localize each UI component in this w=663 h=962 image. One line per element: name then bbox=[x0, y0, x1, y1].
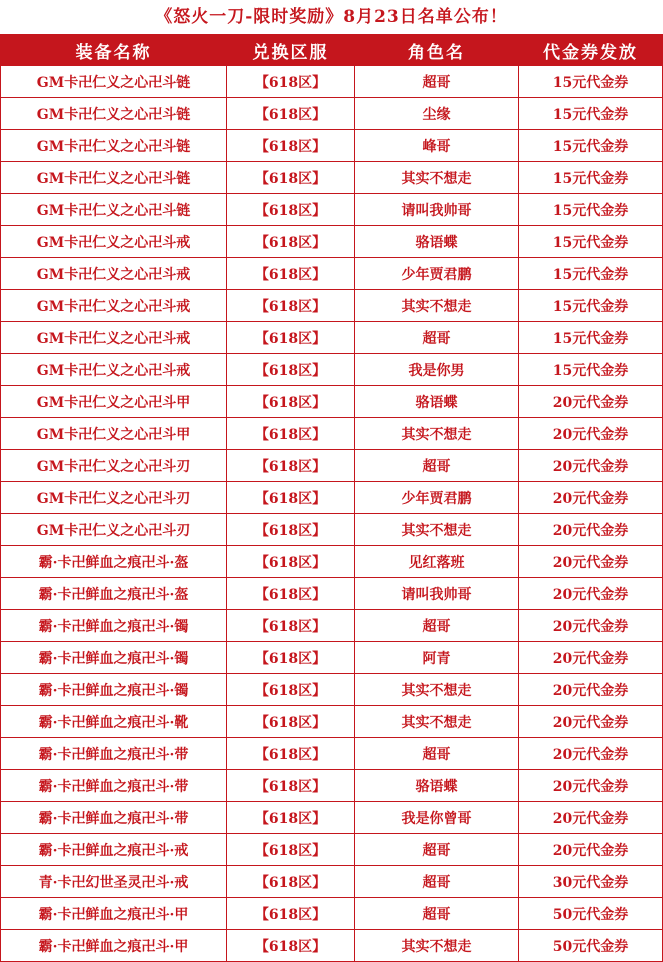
server-cell: 【618区】 bbox=[227, 450, 355, 482]
table-row bbox=[1, 322, 663, 354]
character-name-cell: 骆语蝶 bbox=[355, 226, 519, 258]
equipment-name-cell: GM卡卍仁义之心卍斗链 bbox=[1, 194, 227, 226]
character-name-cell: 其实不想走 bbox=[355, 514, 519, 546]
character-name-cell: 请叫我帅哥 bbox=[355, 578, 519, 610]
server-cell: 【618区】 bbox=[227, 162, 355, 194]
table-row bbox=[1, 386, 663, 418]
table-row bbox=[1, 674, 663, 706]
server-cell: 【618区】 bbox=[227, 258, 355, 290]
equipment-name-cell: 霸·卡卍鲜血之痕卍斗·带 bbox=[1, 770, 227, 802]
equipment-name-cell: GM卡卍仁义之心卍斗刃 bbox=[1, 514, 227, 546]
voucher-cell: 30元代金券 bbox=[519, 866, 663, 898]
character-name-cell: 阿青 bbox=[355, 642, 519, 674]
table-row bbox=[1, 546, 663, 578]
table-row bbox=[1, 226, 663, 258]
voucher-cell: 20元代金券 bbox=[519, 450, 663, 482]
voucher-cell: 20元代金券 bbox=[519, 610, 663, 642]
character-name-cell: 骆语蝶 bbox=[355, 770, 519, 802]
equipment-name-cell: 霸·卡卍鲜血之痕卍斗·戒 bbox=[1, 834, 227, 866]
column-header-equipment: 装备名称 bbox=[1, 35, 227, 66]
table-row bbox=[1, 642, 663, 674]
voucher-cell: 50元代金券 bbox=[519, 898, 663, 930]
equipment-name-cell: GM卡卍仁义之心卍斗戒 bbox=[1, 354, 227, 386]
table-row bbox=[1, 898, 663, 930]
table-row bbox=[1, 930, 663, 962]
table-row bbox=[1, 482, 663, 514]
server-cell: 【618区】 bbox=[227, 802, 355, 834]
equipment-name-cell: 霸·卡卍鲜血之痕卍斗·盔 bbox=[1, 546, 227, 578]
voucher-cell: 20元代金券 bbox=[519, 578, 663, 610]
server-cell: 【618区】 bbox=[227, 770, 355, 802]
voucher-cell: 15元代金券 bbox=[519, 130, 663, 162]
character-name-cell: 我是你男 bbox=[355, 354, 519, 386]
voucher-cell: 15元代金券 bbox=[519, 194, 663, 226]
equipment-name-cell: 霸·卡卍鲜血之痕卍斗·靴 bbox=[1, 706, 227, 738]
voucher-cell: 20元代金券 bbox=[519, 546, 663, 578]
character-name-cell: 其实不想走 bbox=[355, 930, 519, 962]
table-row bbox=[1, 706, 663, 738]
server-cell: 【618区】 bbox=[227, 66, 355, 98]
server-cell: 【618区】 bbox=[227, 706, 355, 738]
server-cell: 【618区】 bbox=[227, 930, 355, 962]
equipment-name-cell: GM卡卍仁义之心卍斗戒 bbox=[1, 226, 227, 258]
server-cell: 【618区】 bbox=[227, 738, 355, 770]
server-cell: 【618区】 bbox=[227, 226, 355, 258]
voucher-cell: 50元代金券 bbox=[519, 930, 663, 962]
table-row bbox=[1, 130, 663, 162]
table-row bbox=[1, 354, 663, 386]
character-name-cell: 超哥 bbox=[355, 898, 519, 930]
character-name-cell: 超哥 bbox=[355, 610, 519, 642]
character-name-cell: 我是你曾哥 bbox=[355, 802, 519, 834]
table-row bbox=[1, 66, 663, 98]
table-row bbox=[1, 738, 663, 770]
table-row bbox=[1, 98, 663, 130]
character-name-cell: 其实不想走 bbox=[355, 418, 519, 450]
character-name-cell: 峰哥 bbox=[355, 130, 519, 162]
equipment-name-cell: 霸·卡卍鲜血之痕卍斗·镯 bbox=[1, 674, 227, 706]
character-name-cell: 超哥 bbox=[355, 66, 519, 98]
server-cell: 【618区】 bbox=[227, 194, 355, 226]
server-cell: 【618区】 bbox=[227, 322, 355, 354]
character-name-cell: 超哥 bbox=[355, 322, 519, 354]
table-row bbox=[1, 866, 663, 898]
server-cell: 【618区】 bbox=[227, 674, 355, 706]
voucher-cell: 20元代金券 bbox=[519, 642, 663, 674]
equipment-name-cell: GM卡卍仁义之心卍斗戒 bbox=[1, 322, 227, 354]
table-header-row bbox=[1, 35, 663, 66]
server-cell: 【618区】 bbox=[227, 354, 355, 386]
character-name-cell: 骆语蝶 bbox=[355, 386, 519, 418]
table-row bbox=[1, 194, 663, 226]
equipment-name-cell: 霸·卡卍鲜血之痕卍斗·镯 bbox=[1, 610, 227, 642]
table-row bbox=[1, 418, 663, 450]
voucher-cell: 15元代金券 bbox=[519, 226, 663, 258]
voucher-cell: 15元代金券 bbox=[519, 290, 663, 322]
column-header-server: 兑换区服 bbox=[227, 35, 355, 66]
equipment-name-cell: GM卡卍仁义之心卍斗链 bbox=[1, 66, 227, 98]
equipment-name-cell: GM卡卍仁义之心卍斗刃 bbox=[1, 482, 227, 514]
character-name-cell: 少年贾君鹏 bbox=[355, 258, 519, 290]
equipment-name-cell: 霸·卡卍鲜血之痕卍斗·带 bbox=[1, 738, 227, 770]
equipment-name-cell: 霸·卡卍鲜血之痕卍斗·盔 bbox=[1, 578, 227, 610]
voucher-cell: 15元代金券 bbox=[519, 354, 663, 386]
equipment-name-cell: GM卡卍仁义之心卍斗戒 bbox=[1, 258, 227, 290]
table-row bbox=[1, 450, 663, 482]
table-body bbox=[1, 66, 663, 962]
column-header-voucher: 代金券发放 bbox=[519, 35, 663, 66]
table-row bbox=[1, 258, 663, 290]
voucher-cell: 15元代金券 bbox=[519, 98, 663, 130]
character-name-cell: 其实不想走 bbox=[355, 674, 519, 706]
voucher-cell: 20元代金券 bbox=[519, 738, 663, 770]
voucher-cell: 15元代金券 bbox=[519, 322, 663, 354]
character-name-cell: 请叫我帅哥 bbox=[355, 194, 519, 226]
equipment-name-cell: GM卡卍仁义之心卍斗链 bbox=[1, 162, 227, 194]
table-row bbox=[1, 514, 663, 546]
column-header-character: 角色名 bbox=[355, 35, 519, 66]
server-cell: 【618区】 bbox=[227, 546, 355, 578]
voucher-cell: 20元代金券 bbox=[519, 674, 663, 706]
voucher-cell: 20元代金券 bbox=[519, 802, 663, 834]
character-name-cell: 尘缘 bbox=[355, 98, 519, 130]
voucher-cell: 20元代金券 bbox=[519, 418, 663, 450]
voucher-cell: 20元代金券 bbox=[519, 706, 663, 738]
table-row bbox=[1, 770, 663, 802]
character-name-cell: 其实不想走 bbox=[355, 290, 519, 322]
voucher-cell: 20元代金券 bbox=[519, 514, 663, 546]
voucher-cell: 20元代金券 bbox=[519, 770, 663, 802]
voucher-cell: 15元代金券 bbox=[519, 162, 663, 194]
equipment-name-cell: 霸·卡卍鲜血之痕卍斗·带 bbox=[1, 802, 227, 834]
equipment-name-cell: GM卡卍仁义之心卍斗链 bbox=[1, 130, 227, 162]
character-name-cell: 超哥 bbox=[355, 738, 519, 770]
character-name-cell: 见红落班 bbox=[355, 546, 519, 578]
character-name-cell: 其实不想走 bbox=[355, 706, 519, 738]
server-cell: 【618区】 bbox=[227, 642, 355, 674]
equipment-name-cell: GM卡卍仁义之心卍斗甲 bbox=[1, 386, 227, 418]
table-row bbox=[1, 802, 663, 834]
equipment-name-cell: GM卡卍仁义之心卍斗刃 bbox=[1, 450, 227, 482]
server-cell: 【618区】 bbox=[227, 898, 355, 930]
table-row bbox=[1, 162, 663, 194]
character-name-cell: 少年贾君鹏 bbox=[355, 482, 519, 514]
table-row bbox=[1, 578, 663, 610]
voucher-cell: 15元代金券 bbox=[519, 66, 663, 98]
voucher-cell: 20元代金券 bbox=[519, 482, 663, 514]
voucher-cell: 15元代金券 bbox=[519, 258, 663, 290]
equipment-name-cell: 霸·卡卍鲜血之痕卍斗·甲 bbox=[1, 898, 227, 930]
server-cell: 【618区】 bbox=[227, 834, 355, 866]
character-name-cell: 超哥 bbox=[355, 834, 519, 866]
server-cell: 【618区】 bbox=[227, 386, 355, 418]
server-cell: 【618区】 bbox=[227, 610, 355, 642]
table-row bbox=[1, 610, 663, 642]
character-name-cell: 超哥 bbox=[355, 866, 519, 898]
equipment-name-cell: 霸·卡卍鲜血之痕卍斗·甲 bbox=[1, 930, 227, 962]
voucher-cell: 20元代金券 bbox=[519, 386, 663, 418]
equipment-name-cell: GM卡卍仁义之心卍斗链 bbox=[1, 98, 227, 130]
character-name-cell: 其实不想走 bbox=[355, 162, 519, 194]
equipment-name-cell: 青·卡卍幻世圣灵卍斗·戒 bbox=[1, 866, 227, 898]
equipment-name-cell: GM卡卍仁义之心卍斗戒 bbox=[1, 290, 227, 322]
winner-table bbox=[0, 34, 663, 962]
character-name-cell: 超哥 bbox=[355, 450, 519, 482]
server-cell: 【618区】 bbox=[227, 130, 355, 162]
page-title: 《怒火一刀-限时奖励》8月23日名单公布！ bbox=[155, 7, 508, 27]
server-cell: 【618区】 bbox=[227, 514, 355, 546]
equipment-name-cell: 霸·卡卍鲜血之痕卍斗·镯 bbox=[1, 642, 227, 674]
server-cell: 【618区】 bbox=[227, 418, 355, 450]
server-cell: 【618区】 bbox=[227, 866, 355, 898]
server-cell: 【618区】 bbox=[227, 98, 355, 130]
voucher-cell: 20元代金券 bbox=[519, 834, 663, 866]
server-cell: 【618区】 bbox=[227, 290, 355, 322]
equipment-name-cell: GM卡卍仁义之心卍斗甲 bbox=[1, 418, 227, 450]
server-cell: 【618区】 bbox=[227, 578, 355, 610]
server-cell: 【618区】 bbox=[227, 482, 355, 514]
table-row bbox=[1, 290, 663, 322]
table-row bbox=[1, 834, 663, 866]
